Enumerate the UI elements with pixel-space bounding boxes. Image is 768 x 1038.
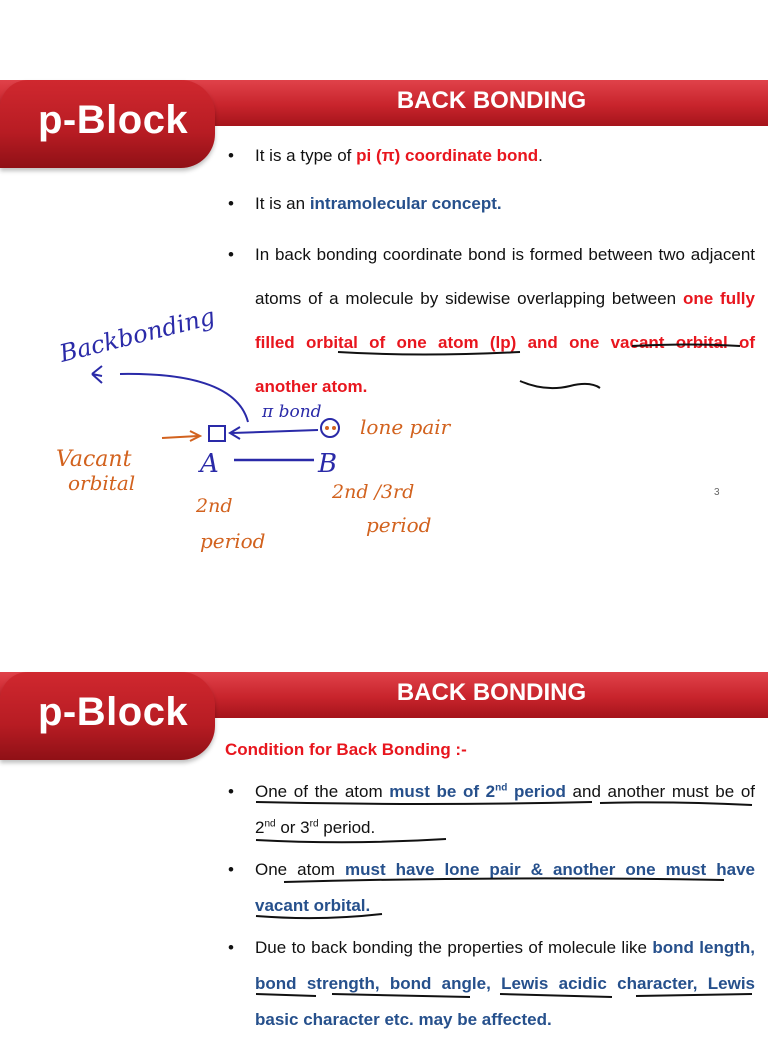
superscript: nd [264, 818, 276, 830]
slide-heading: BACK BONDING [396, 679, 587, 706]
bullet-text: and another must be of 2 [255, 782, 755, 837]
slide-heading: BACK BONDING [396, 87, 587, 114]
bullet-highlight: period [507, 782, 566, 801]
slide-2 [0, 576, 768, 1029]
atom-b-label: B [318, 449, 338, 479]
bullet-item: • One of the atom must be of 2nd period and another must be of 2nd or 3rd period. [228, 782, 755, 837]
bullet-highlight: intramolecular concept. [309, 194, 502, 213]
orbital-annotation: orbital [68, 471, 136, 495]
b-period-2: period [366, 513, 432, 537]
b-period-1: 2nd /3rd [332, 481, 415, 503]
bullet-item: • It is a type of pi (π) coordinate bond. [228, 146, 543, 165]
atom-a-label: A [200, 449, 219, 479]
lone-pair-annotation: lone pair [360, 415, 451, 439]
bullet-text: . [538, 146, 543, 165]
a-period-1: 2nd [196, 495, 233, 517]
bullet-text: One of the atom [255, 782, 390, 801]
page-number: 3 [714, 487, 720, 498]
vacant-orbital-box [209, 426, 225, 441]
bullet-text: Due to back bonding the properties of molecule like [255, 938, 653, 957]
superscript: rd [309, 818, 319, 830]
bullet-item: • One atom must have lone pair & another one must have vacant orbital. [228, 860, 756, 915]
bullet-item: • Due to back bonding the properties of molecule like bond length, bond strength, bond angle, Lewis acidic character, Lewis basic character etc. may be affected. [228, 938, 755, 1029]
vacant-annotation: Vacant [56, 447, 132, 472]
bullet-item: • It is an intramolecular concept. [228, 194, 502, 213]
a-period-2: period [200, 529, 266, 553]
bullet-highlight: one fully filled orbital of one atom (lp) and one vacant orbital of another atom. [255, 289, 755, 396]
handwritten-underlines [0, 576, 768, 1024]
backbonding-annotation: Backbonding [56, 302, 218, 368]
bullet-text: period. [318, 818, 376, 837]
lone-pair-circle [321, 419, 339, 437]
bullet-text: In back bonding coordinate bond is formed between two adjacent atoms of a molecule by sidewise overlapping between [255, 245, 755, 308]
bullet-highlight: must have lone pair & another one must have vacant orbital. [255, 860, 756, 915]
bullet-text: It is a type of [255, 146, 357, 165]
pi-bond-annotation: π bond [262, 402, 322, 422]
badge-label: p-Block [38, 98, 189, 142]
badge-label: p-Block [38, 690, 189, 734]
bullet-highlight: bond length, bond strength, bond angle, Lewis acidic character, Lewis basic character etc. may be affected. [255, 938, 755, 1029]
bullet-text: It is an [255, 194, 310, 213]
condition-title: Condition for Back Bonding :- [225, 740, 467, 759]
bullet-item: • In back bonding coordinate bond is formed between two adjacent atoms of a molecule by sidewise overlapping between one fully filled orbital of one atom (lp) and one vacant orbital of another atom. [228, 245, 755, 396]
superscript: nd [495, 782, 508, 794]
bullet-text: One atom [255, 860, 346, 879]
bullet-text: or 3 [275, 818, 310, 837]
bullet-highlight: must be of 2 [389, 782, 496, 801]
bullet-highlight: pi (π) coordinate bond [356, 146, 539, 165]
